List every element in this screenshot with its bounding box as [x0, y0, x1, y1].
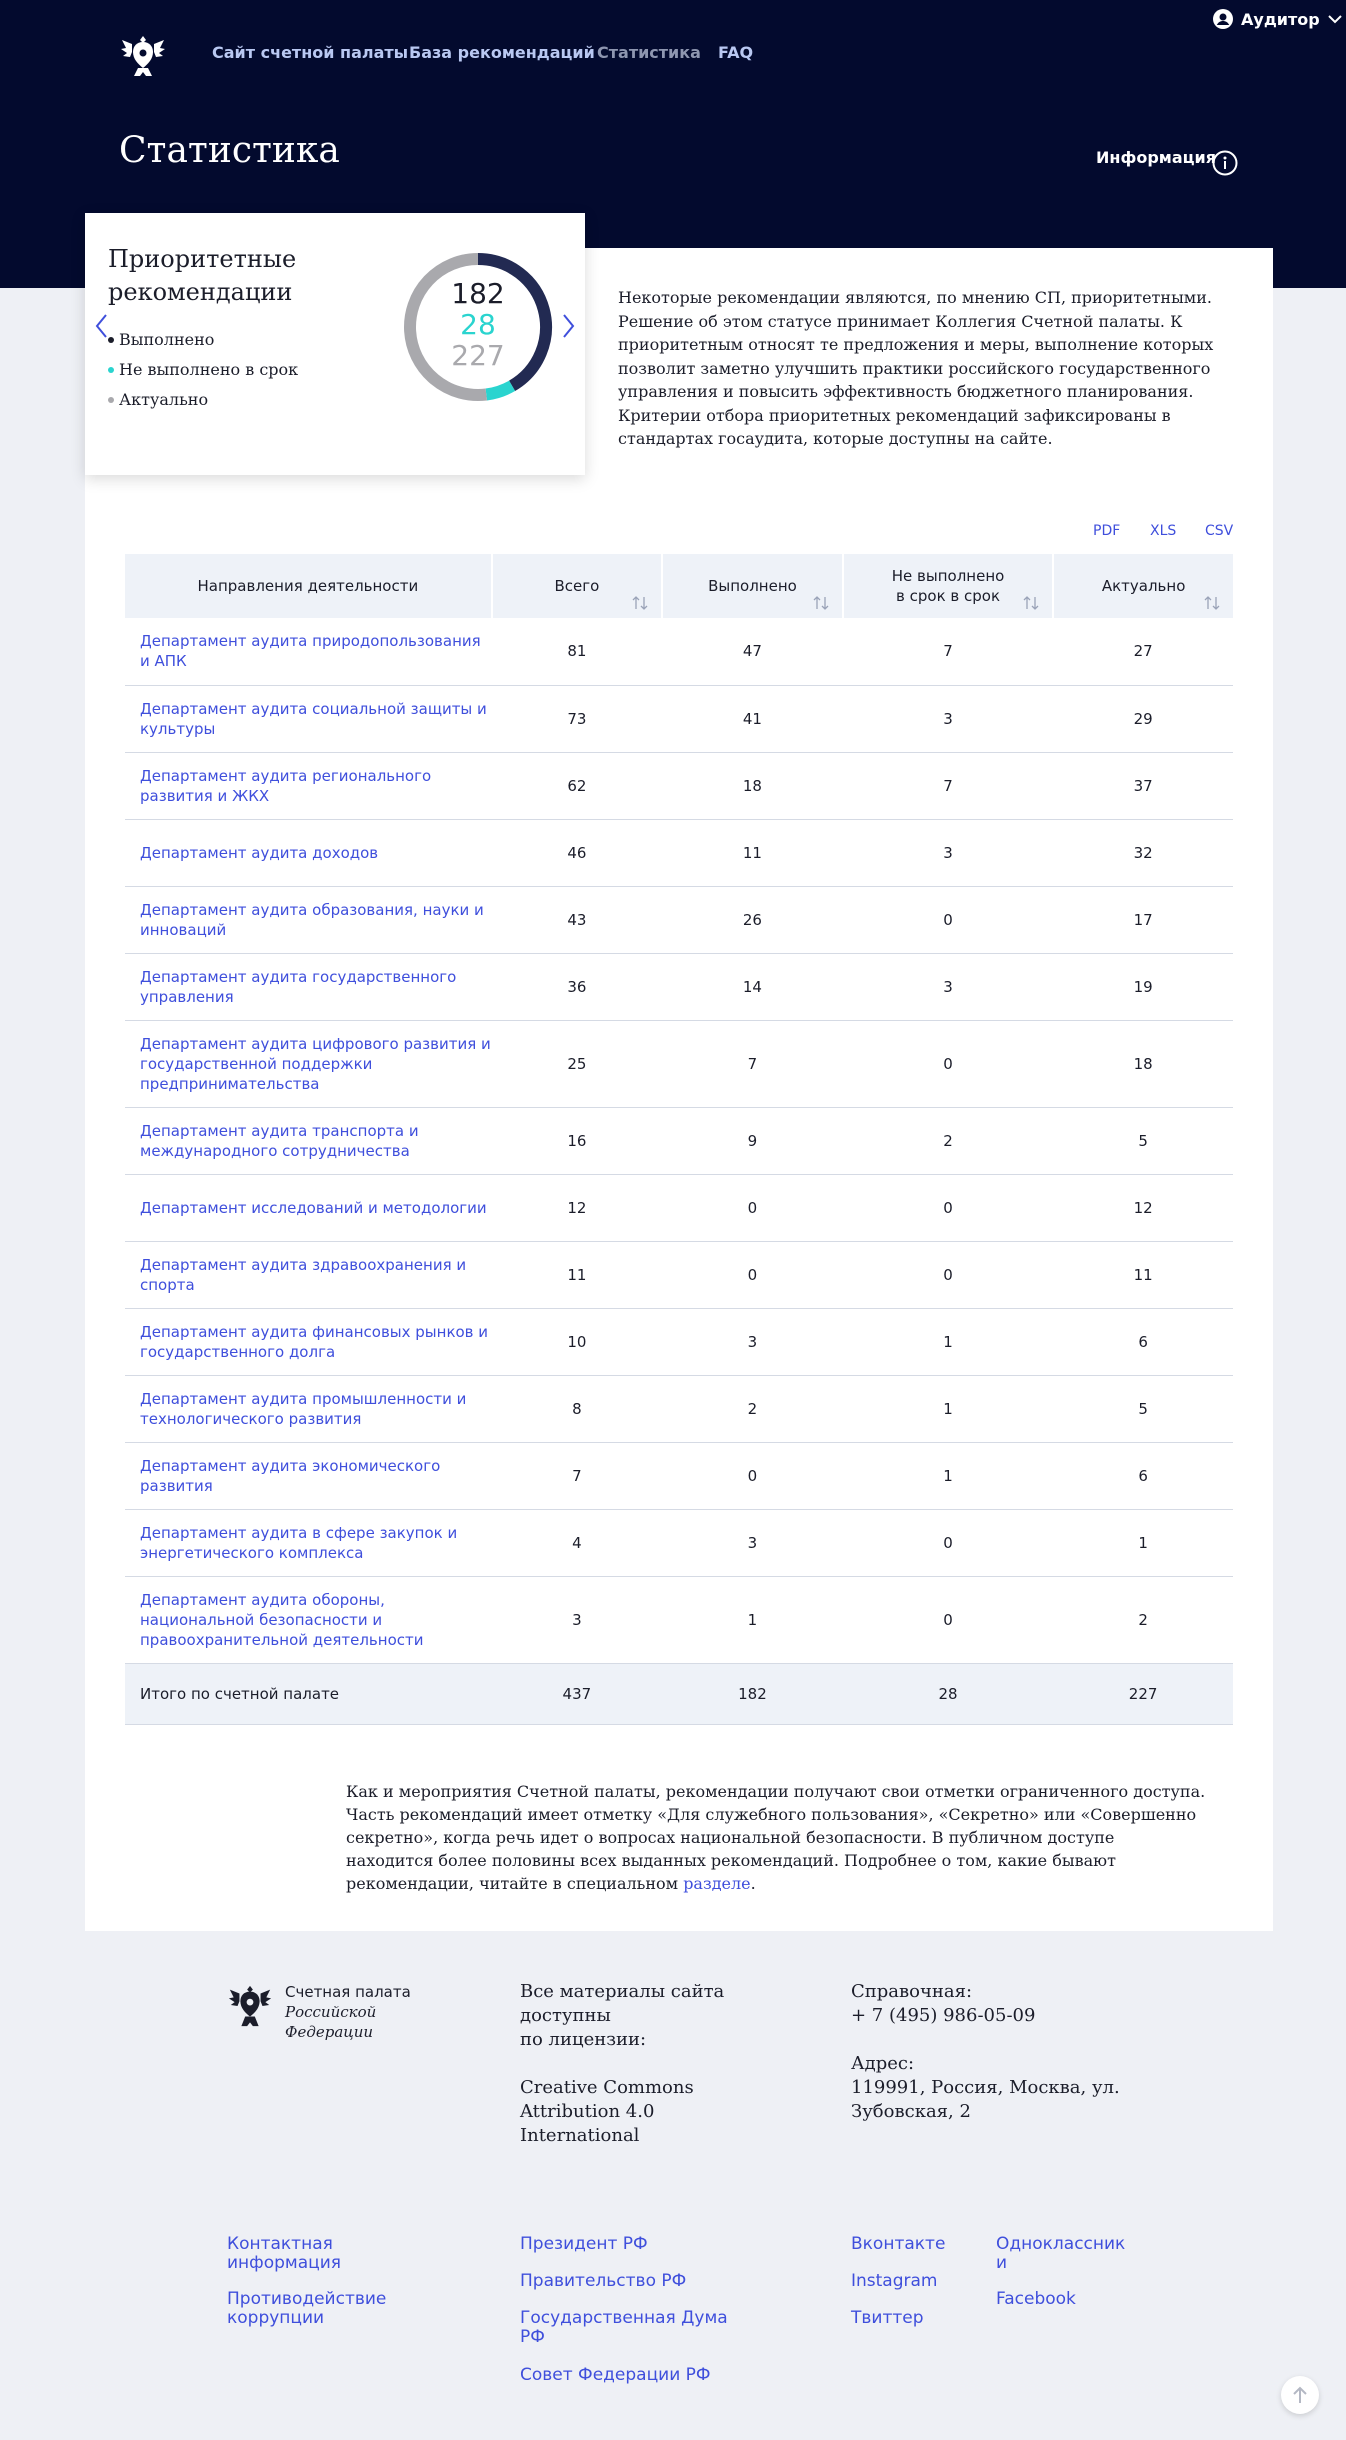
cell-overdue: 1 [843, 1442, 1053, 1509]
footer-phone: + 7 (495) 986-05-09 [851, 2005, 1036, 2026]
cell-overdue: 0 [843, 1174, 1053, 1241]
table-row [125, 1308, 1233, 1375]
footer-link-federation-council[interactable]: Совет Федерации РФ [520, 2365, 711, 2385]
cell-total: 8 [492, 1375, 662, 1442]
priority-title: Приоритетные рекомендации [108, 245, 297, 306]
donut-value-done: 182 [451, 277, 505, 310]
department-link[interactable]: Департамент аудита регионального развития и ЖКХ [125, 752, 492, 819]
footer-link-government[interactable]: Правительство РФ [520, 2271, 687, 2291]
cell-total: 4 [492, 1509, 662, 1576]
legend-done [108, 330, 214, 349]
cell-actual: 2 [1053, 1576, 1233, 1663]
cell-overdue: 3 [843, 685, 1053, 752]
cell-total: 73 [492, 685, 662, 752]
cell-actual: 11 [1053, 1241, 1233, 1308]
cell-actual: 6 [1053, 1442, 1233, 1509]
prev-arrow-icon[interactable] [93, 312, 109, 340]
footer-link-facebook[interactable]: Facebook [996, 2289, 1076, 2309]
table-row [125, 1020, 1233, 1107]
emblem-logo[interactable] [118, 30, 168, 80]
legend-overdue [108, 360, 298, 379]
footer-link-twitter[interactable]: Твиттер [851, 2308, 924, 2328]
cell-actual: 6 [1053, 1308, 1233, 1375]
table-row [125, 618, 1233, 685]
footer-license: Все материалы сайта доступны по лицензии: Creative Commons Attribution 4.0 International [520, 1981, 725, 2146]
cell-done: 9 [662, 1107, 843, 1174]
department-link[interactable]: Департамент исследований и методологии [125, 1174, 492, 1241]
column-header-actual[interactable]: Актуально [1053, 554, 1233, 618]
total-label: Итого по счетной палате [125, 1663, 492, 1724]
table-row [125, 953, 1233, 1020]
column-header-done[interactable]: Выполнено [662, 554, 843, 618]
cell-actual: 19 [1053, 953, 1233, 1020]
cell-total: 12 [492, 1174, 662, 1241]
footer-link-anticorruption[interactable]: Противодействие коррупции [227, 2289, 387, 2328]
section-link[interactable]: разделе [683, 1874, 751, 1893]
cell-total: 16 [492, 1107, 662, 1174]
cell-overdue: 3 [843, 953, 1053, 1020]
cell-actual: 12 [1053, 1174, 1233, 1241]
department-link[interactable]: Департамент аудита обороны, национальной безопасности и правоохранительной деятельности [125, 1576, 492, 1663]
department-link[interactable]: Департамент аудита транспорта и международного сотрудничества [125, 1107, 492, 1174]
legend-label: Выполнено [119, 330, 215, 349]
scroll-to-top-button[interactable] [1281, 2376, 1319, 2414]
cell-actual: 17 [1053, 886, 1233, 953]
cell-overdue: 0 [843, 1576, 1053, 1663]
user-icon [1213, 9, 1233, 29]
table-row [125, 819, 1233, 886]
footer-link-contacts[interactable]: Контактная информация [227, 2234, 341, 2273]
table-row [125, 1375, 1233, 1442]
cell-overdue: 0 [843, 1509, 1053, 1576]
arrow-up-icon [1291, 2385, 1309, 2405]
cell-actual: 32 [1053, 819, 1233, 886]
cell-total: 43 [492, 886, 662, 953]
table-row [125, 1107, 1233, 1174]
cell-overdue: 0 [843, 886, 1053, 953]
cell-actual: 27 [1053, 618, 1233, 685]
legend-label: Не выполнено в срок [119, 360, 299, 379]
nav-faq[interactable]: FAQ [718, 43, 754, 62]
table-row [125, 1442, 1233, 1509]
cell-done: 7 [662, 1020, 843, 1107]
footer-link-instagram[interactable]: Instagram [851, 2271, 938, 2291]
cell-overdue: 0 [843, 1241, 1053, 1308]
legend-dot-actual [108, 397, 114, 403]
statistics-table [125, 554, 1233, 1725]
cell-done: 2 [662, 1375, 843, 1442]
column-header-direction: Направления деятельности [125, 554, 492, 618]
cell-done: 41 [662, 685, 843, 752]
info-link[interactable]: Информация [1096, 148, 1216, 167]
donut-value-actual: 227 [451, 339, 505, 372]
export-csv-link[interactable]: CSV [1205, 523, 1234, 539]
cell-total: 46 [492, 819, 662, 886]
user-name: Аудитор [1241, 9, 1320, 29]
footer-contacts: Справочная: + 7 (495) 986-05-09 Адрес: 119991, Россия, Москва, ул. Зубовская, 2 [851, 1981, 1120, 2122]
table-row [125, 1576, 1233, 1663]
cell-overdue: 28 [843, 1663, 1053, 1724]
cell-actual: 5 [1053, 1375, 1233, 1442]
cell-actual: 37 [1053, 752, 1233, 819]
cell-done: 14 [662, 953, 843, 1020]
cell-overdue: 0 [843, 1020, 1053, 1107]
donut-value-overdue: 28 [460, 308, 496, 341]
sort-icon[interactable] [631, 594, 649, 612]
cell-done: 1 [662, 1576, 843, 1663]
footer-link-president[interactable]: Президент РФ [520, 2234, 648, 2254]
donut-segment-overdue [486, 386, 512, 395]
cell-actual: 29 [1053, 685, 1233, 752]
table-row [125, 752, 1233, 819]
table-row [125, 886, 1233, 953]
cell-actual: 5 [1053, 1107, 1233, 1174]
cell-done: 47 [662, 618, 843, 685]
cell-overdue: 7 [843, 752, 1053, 819]
export-pdf-link[interactable]: PDF [1093, 523, 1121, 539]
priority-description: Некоторые рекомендации являются, по мнению СП, приоритетными. Решение об этом статусе принимает Коллегия Счетной палаты. К приоритетным относят те предложения и меры, выполнение которых позволит заметно улучшить практики российского государственного управления и повысить эффективность бюджетного планирования. Критерии отбора приоритетных рекомендаций зафиксированы в стандартах госаудита, которые доступны на сайте. [618, 288, 1214, 448]
department-link[interactable]: Департамент аудита природопользования и АПК [125, 618, 492, 685]
export-xls-link[interactable]: XLS [1150, 523, 1177, 539]
cell-done: 0 [662, 1442, 843, 1509]
department-link[interactable]: Департамент аудита доходов [125, 819, 492, 886]
cell-done: 0 [662, 1174, 843, 1241]
footer-link-odnoklassniki[interactable]: Одноклассники [996, 2234, 1126, 2273]
department-link[interactable]: Департамент аудита в сфере закупок и энергетического комплекса [125, 1509, 492, 1576]
cell-overdue: 1 [843, 1308, 1053, 1375]
table-total-row [125, 1663, 1233, 1724]
footer-org-name: Счетная палата Российской Федерации [285, 1983, 411, 2041]
cell-overdue: 1 [843, 1375, 1053, 1442]
department-link[interactable]: Департамент аудита цифрового развития и государственной поддержки предпринимательства [125, 1020, 492, 1107]
cell-overdue: 2 [843, 1107, 1053, 1174]
department-link[interactable]: Департамент аудита социальной защиты и культуры [125, 685, 492, 752]
cell-done: 0 [662, 1241, 843, 1308]
sort-icon[interactable] [1203, 594, 1221, 612]
legend-actual [108, 390, 208, 409]
cell-total: 10 [492, 1308, 662, 1375]
cell-done: 3 [662, 1509, 843, 1576]
cell-total: 11 [492, 1241, 662, 1308]
cell-actual: 1 [1053, 1509, 1233, 1576]
next-arrow-icon[interactable] [561, 312, 577, 340]
legend-label: Актуально [119, 390, 209, 409]
table-row [125, 1174, 1233, 1241]
sort-icon[interactable] [812, 594, 830, 612]
cell-done: 182 [662, 1663, 843, 1724]
sort-icon[interactable] [1022, 594, 1040, 612]
footer-link-duma[interactable]: Государственная Дума РФ [520, 2308, 728, 2347]
nav-statistics[interactable]: Статистика [597, 43, 701, 62]
cell-done: 3 [662, 1308, 843, 1375]
cell-overdue: 7 [843, 618, 1053, 685]
column-header-overdue[interactable]: Не выполнено в срок в срок [843, 554, 1053, 618]
cell-total: 437 [492, 1663, 662, 1724]
footer-link-vkontakte[interactable]: Вконтакте [851, 2234, 946, 2254]
cell-total: 62 [492, 752, 662, 819]
legend-dot-overdue [108, 367, 114, 373]
department-link[interactable]: Департамент аудита государственного управления [125, 953, 492, 1020]
nav-accounts-chamber-site[interactable]: Сайт счетной палаты [212, 43, 409, 62]
cell-total: 7 [492, 1442, 662, 1509]
table-row [125, 685, 1233, 752]
cell-total: 25 [492, 1020, 662, 1107]
cell-done: 18 [662, 752, 843, 819]
table-row [125, 1241, 1233, 1308]
user-menu[interactable] [1213, 9, 1342, 29]
cell-actual: 227 [1053, 1663, 1233, 1724]
cell-done: 26 [662, 886, 843, 953]
cell-total: 3 [492, 1576, 662, 1663]
cell-done: 11 [662, 819, 843, 886]
department-link[interactable]: Департамент аудита образования, науки и инноваций [125, 886, 492, 953]
page-title: Статистика [119, 130, 340, 171]
cell-overdue: 3 [843, 819, 1053, 886]
chevron-down-icon [1328, 14, 1342, 24]
department-link[interactable]: Департамент аудита здравоохранения и спорта [125, 1241, 492, 1308]
column-header-total[interactable]: Всего [492, 554, 662, 618]
nav-recommendations-base[interactable]: База рекомендаций [409, 43, 595, 62]
access-note: Как и мероприятия Счетной палаты, рекомендации получают свои отметки ограниченного доступа. Часть рекомендаций имеет отметку «Для служебного пользования», «Секретно» или «Совершенно секретно», когда речь идет о вопросах национальной безопасности. В публичном доступе находится более половины всех выданных рекомендаций. Подробнее о том, какие бывают рекомендации, читайте в специальном разделе. [346, 1782, 1206, 1893]
department-link[interactable]: Департамент аудита экономического развития [125, 1442, 492, 1509]
table-row [125, 1509, 1233, 1576]
cell-total: 36 [492, 953, 662, 1020]
cell-total: 81 [492, 618, 662, 685]
cell-actual: 18 [1053, 1020, 1233, 1107]
department-link[interactable]: Департамент аудита промышленности и технологического развития [125, 1375, 492, 1442]
department-link[interactable]: Департамент аудита финансовых рынков и государственного долга [125, 1308, 492, 1375]
info-icon[interactable] [1212, 150, 1238, 176]
footer-emblem-logo[interactable] [226, 1981, 274, 2031]
